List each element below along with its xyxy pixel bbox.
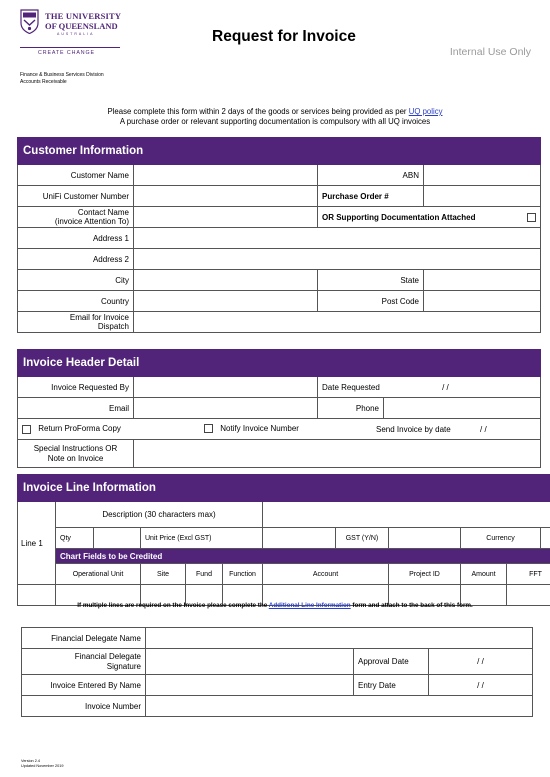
- notify-invoice-label: Notify Invoice Number: [220, 424, 299, 433]
- abn-label: ABN: [318, 165, 424, 186]
- purchase-order-field[interactable]: [424, 186, 541, 207]
- email-dispatch-line-2: Dispatch: [97, 322, 129, 331]
- logo-tagline: CREATE CHANGE: [38, 50, 95, 56]
- logo-divider: [20, 47, 120, 48]
- approval-date-field[interactable]: / /: [429, 649, 533, 675]
- uq-logo: [20, 9, 130, 55]
- currency-field[interactable]: [541, 528, 550, 549]
- abn-field[interactable]: [424, 165, 541, 186]
- supporting-docs-label: OR Supporting Documentation Attached: [322, 212, 476, 222]
- column-function: Function: [223, 564, 263, 585]
- signature-line-2: Signature: [106, 661, 141, 671]
- invoice-header-heading: Invoice Header Detail: [18, 350, 541, 377]
- phone-field[interactable]: [384, 398, 541, 419]
- unit-price-label: Unit Price (Excl GST): [141, 528, 263, 549]
- invoice-line-heading: Invoice Line Information: [18, 475, 550, 502]
- crest-icon: [20, 9, 39, 34]
- column-fund: Fund: [186, 564, 223, 585]
- date-requested-label: Date Requested: [322, 382, 380, 392]
- notify-invoice-checkbox[interactable]: [204, 424, 213, 433]
- note-text-before: If multiple lines are required on the Invoice please complete the: [77, 602, 269, 609]
- address-2-field[interactable]: [134, 249, 541, 270]
- email-label: Email: [18, 398, 134, 419]
- multiple-lines-note: [0, 602, 550, 609]
- division-label: [20, 72, 104, 85]
- column-operational-unit: Operational Unit: [56, 564, 141, 585]
- return-proforma-label: Return ProForma Copy: [38, 424, 121, 434]
- qty-label: Qty: [56, 528, 94, 549]
- invoice-line-table: [17, 474, 550, 606]
- date-requested-cell[interactable]: [318, 377, 541, 398]
- city-label: City: [18, 270, 134, 291]
- updated-label: Updated November 2019: [21, 764, 64, 768]
- date-requested-field[interactable]: / /: [442, 382, 449, 392]
- customer-name-label: Customer Name: [18, 165, 134, 186]
- note-text-after: form and attach to the back of this form.: [350, 602, 473, 609]
- special-instructions-field[interactable]: [134, 440, 541, 468]
- column-account: Account: [263, 564, 389, 585]
- gst-label: GST (Y/N): [336, 528, 389, 549]
- supporting-docs-checkbox[interactable]: [527, 213, 536, 222]
- chart-fields-heading: Chart Fields to be Credited: [56, 549, 550, 564]
- intro-text: [0, 107, 550, 127]
- line-1-label: Line 1: [18, 502, 56, 585]
- entered-by-label: Invoice Entered By Name: [22, 675, 146, 696]
- customer-name-field[interactable]: [134, 165, 318, 186]
- unifi-number-field[interactable]: [134, 186, 318, 207]
- qty-field[interactable]: [94, 528, 141, 549]
- signature-field[interactable]: [146, 649, 354, 675]
- unit-price-field[interactable]: [263, 528, 336, 549]
- entry-date-label: Entry Date: [354, 675, 429, 696]
- email-dispatch-field[interactable]: [134, 312, 541, 333]
- signature-label: [22, 649, 146, 675]
- intro-line-1: [0, 107, 550, 117]
- logo-line-2: OF QUEENSLAND: [45, 21, 118, 31]
- invoice-options-row: [18, 419, 541, 440]
- supporting-docs-cell: [318, 207, 541, 228]
- notify-invoice-option: [204, 424, 299, 433]
- email-dispatch-line-1: Email for Invoice: [69, 312, 129, 322]
- logo-line-1: THE UNIVERSITY: [45, 11, 122, 21]
- uq-policy-link[interactable]: UQ policy: [408, 107, 443, 116]
- description-field[interactable]: [263, 502, 550, 528]
- special-instructions-line-1: Special Instructions OR: [33, 443, 118, 453]
- state-field[interactable]: [424, 270, 541, 291]
- version-footer: [21, 759, 63, 769]
- department-name: Accounts Receivable: [20, 78, 67, 85]
- send-by-date-field[interactable]: / /: [480, 425, 487, 434]
- contact-name-label: [18, 207, 134, 228]
- intro-line-1-text: Please complete this form within 2 days of the goods or services being provided as per: [107, 107, 409, 116]
- additional-line-information-link[interactable]: Additional Line Information: [268, 602, 351, 609]
- country-label: Country: [18, 291, 134, 312]
- column-site: Site: [141, 564, 186, 585]
- division-name: Finance & Business Services Division: [20, 72, 104, 78]
- address-1-label: Address 1: [18, 228, 134, 249]
- contact-name-field[interactable]: [134, 207, 318, 228]
- customer-information-heading: Customer Information: [18, 138, 541, 165]
- unifi-number-label: UniFi Customer Number: [18, 186, 134, 207]
- financial-delegate-name-field[interactable]: [146, 628, 533, 649]
- state-label: State: [318, 270, 424, 291]
- special-instructions-label: [18, 440, 134, 468]
- email-field[interactable]: [134, 398, 318, 419]
- invoice-header-table: [17, 349, 541, 468]
- email-dispatch-label: [18, 312, 134, 333]
- invoice-number-label: Invoice Number: [22, 696, 146, 717]
- requested-by-field[interactable]: [134, 377, 318, 398]
- purchase-order-label: Purchase Order #: [318, 186, 424, 207]
- logo-line-3: AUSTRALIA: [57, 32, 95, 36]
- internal-use-label: Internal Use Only: [449, 46, 531, 58]
- intro-line-2: A purchase order or relevant supporting documentation is compulsory with all UQ invoices: [119, 117, 431, 126]
- phone-label: Phone: [318, 398, 384, 419]
- city-field[interactable]: [134, 270, 318, 291]
- currency-label: Currency: [461, 528, 541, 549]
- return-proforma-checkbox[interactable]: [22, 425, 31, 434]
- post-code-label: Post Code: [318, 291, 424, 312]
- invoice-number-field[interactable]: [146, 696, 533, 717]
- column-amount: Amount: [461, 564, 507, 585]
- post-code-field[interactable]: [424, 291, 541, 312]
- entered-by-field[interactable]: [146, 675, 354, 696]
- contact-name-text: Contact Name: [77, 207, 129, 217]
- signature-line-1: Financial Delegate: [74, 651, 141, 661]
- gst-field[interactable]: [389, 528, 461, 549]
- column-fft: FFT: [507, 564, 550, 585]
- version-label: Version 2.4: [21, 759, 40, 763]
- address-1-field[interactable]: [134, 228, 541, 249]
- column-project-id: Project ID: [389, 564, 461, 585]
- approval-date-label: Approval Date: [354, 649, 429, 675]
- country-field[interactable]: [134, 291, 318, 312]
- financial-delegate-name-label: Financial Delegate Name: [22, 628, 146, 649]
- entry-date-field[interactable]: / /: [429, 675, 533, 696]
- address-2-label: Address 2: [18, 249, 134, 270]
- requested-by-label: Invoice Requested By: [18, 377, 134, 398]
- send-by-date-label: Send Invoice by date: [376, 425, 451, 434]
- description-label: Description (30 characters max): [56, 502, 263, 528]
- customer-information-table: [17, 137, 541, 333]
- special-instructions-line-2: Note on Invoice: [47, 453, 104, 463]
- contact-name-hint: (invoice Attention To): [54, 217, 129, 226]
- page-title: Request for Invoice: [212, 28, 356, 45]
- approval-table: [21, 627, 533, 717]
